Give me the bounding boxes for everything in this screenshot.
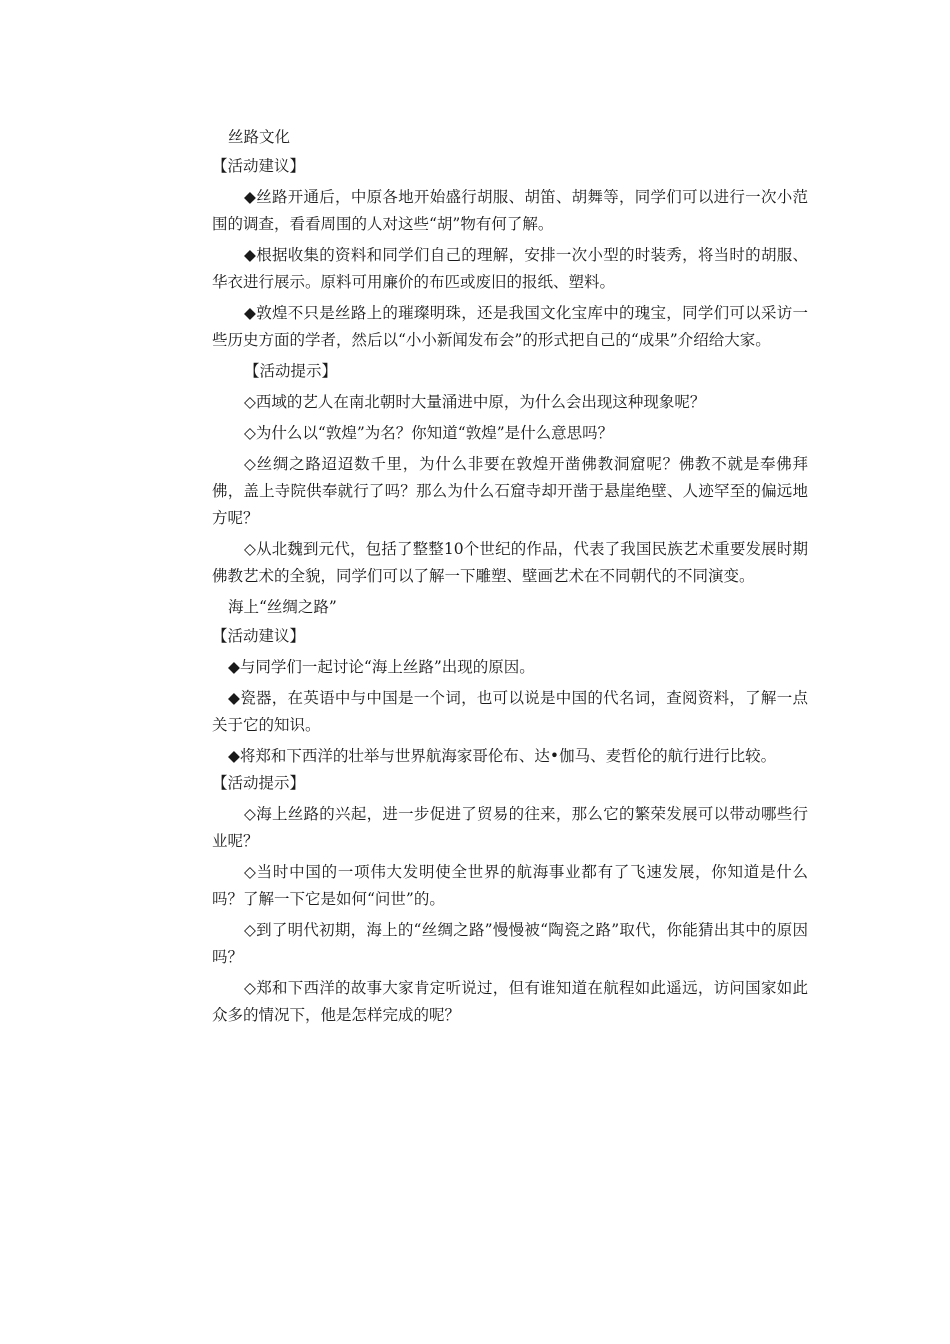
suggestion-item: ◆与同学们一起讨论“海上丝路”出现的原因。: [228, 658, 535, 676]
hint-item: ◇西域的艺人在南北朝时大量涌进中原，为什么会出现这种现象呢？: [244, 393, 706, 411]
suggestion-item: ◆瓷器，在英语中与中国是一个词，也可以说是中国的代名词，查阅资料，了解一点关于它的知识。: [212, 689, 808, 734]
section-title: 丝路文化: [228, 128, 291, 146]
hint-item: ◇从北魏到元代，包括了整整10个世纪的作品，代表了我国民族艺术重要发展时期佛教艺术的全貌，同学们可以了解一下雕塑、壁画艺术在不同朝代的不同演变。: [212, 540, 808, 585]
hint-item: ◇海上丝路的兴起，进一步促进了贸易的往来，那么它的繁荣发展可以带动哪些行业呢？: [212, 805, 808, 850]
hint-item: ◇到了明代初期，海上的“丝绸之路”慢慢被“陶瓷之路”取代，你能猜出其中的原因吗？: [212, 921, 808, 966]
activity-hint-header: 【活动提示】: [244, 362, 338, 380]
hint-item: ◇当时中国的一项伟大发明使全世界的航海事业都有了飞速发展，你知道是什么吗？了解一下它是如何“问世”的。: [212, 863, 808, 908]
suggestion-item: ◆将郑和下西洋的壮举与世界航海家哥伦布、达•伽马、麦哲伦的航行进行比较。: [228, 747, 777, 765]
document-body: [212, 124, 808, 1033]
hint-item: ◇郑和下西洋的故事大家肯定听说过，但有谁知道在航程如此遥远，访问国家如此众多的情况下，他是怎样完成的呢？: [212, 979, 808, 1024]
activity-hint-header: 【活动提示】: [212, 774, 306, 792]
suggestion-item: ◆敦煌不只是丝路上的璀璨明珠，还是我国文化宝库中的瑰宝，同学们可以采访一些历史方面的学者，然后以“小小新闻发布会”的形式把自己的“成果”介绍给大家。: [212, 304, 808, 349]
suggestion-item: ◆丝路开通后，中原各地开始盛行胡服、胡笛、胡舞等，同学们可以进行一次小范围的调查，看看周围的人对这些“胡”物有何了解。: [212, 188, 808, 233]
activity-suggestion-header: 【活动建议】: [212, 627, 306, 645]
suggestion-item: ◆根据收集的资料和同学们自己的理解，安排一次小型的时装秀，将当时的胡服、华衣进行展示。原料可用廉价的布匹或废旧的报纸、塑料。: [212, 246, 808, 291]
hint-item: ◇为什么以“敦煌”为名？你知道“敦煌”是什么意思吗？: [244, 424, 614, 442]
section-title: 海上“丝绸之路”: [228, 598, 337, 616]
hint-item: ◇丝绸之路迢迢数千里，为什么非要在敦煌开凿佛教洞窟呢？佛教不就是奉佛拜佛，盖上寺院供奉就行了吗？那么为什么石窟寺却开凿于悬崖绝壁、人迹罕至的偏远地方呢？: [212, 455, 808, 527]
activity-suggestion-header: 【活动建议】: [212, 157, 306, 175]
